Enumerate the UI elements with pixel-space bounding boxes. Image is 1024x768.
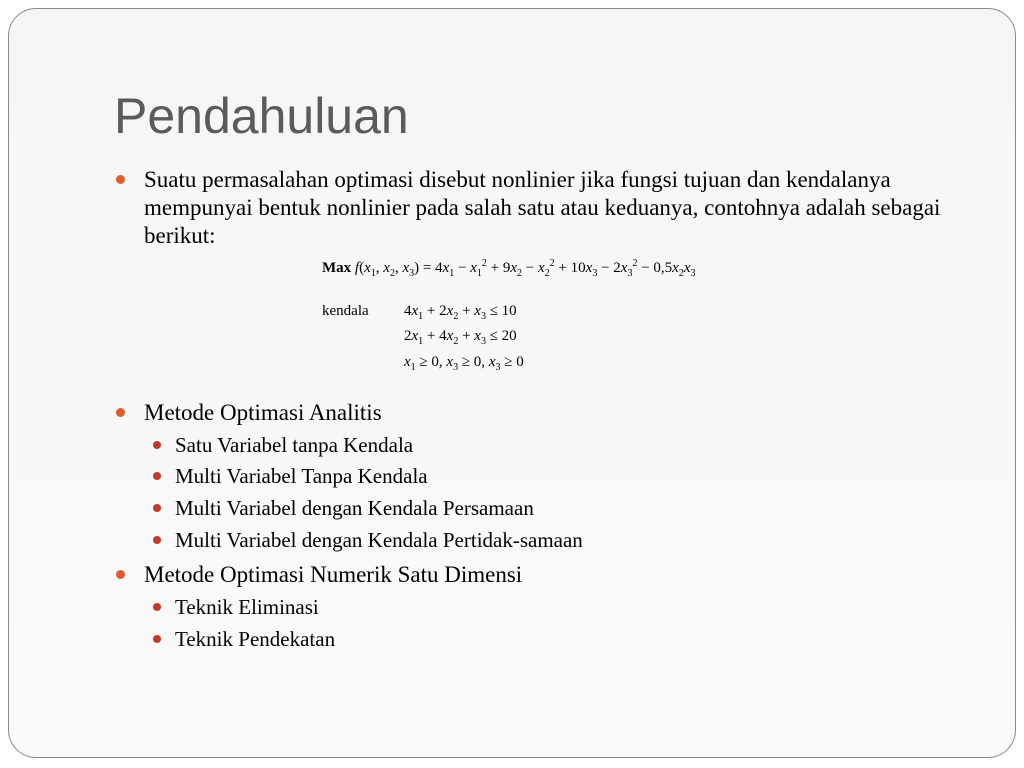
list-item: Multi Variabel dengan Kendala Persamaan <box>175 496 534 520</box>
formula-kendala-label: kendala <box>322 303 369 319</box>
list-item: Multi Variabel Tanpa Kendala <box>175 464 428 488</box>
formula-constraint-2: $2x_1 + 4x_2 + x_3 \le 20$ <box>404 328 517 347</box>
formula-constraint-1: $4x_1 + 2x_2 + x_3 \le 10$ <box>404 303 517 322</box>
list-item: Teknik Eliminasi <box>175 595 319 619</box>
section-numerik: Metode Optimasi Numerik Satu Dimensi <box>144 562 523 587</box>
intro-bullet: Suatu permasalahan optimasi disebut nonlinier jika fungsi tujuan dan kendalanya mempunyai bentuk nonlinier pada salah satu atau keduanya, contohnya adalah sebagai berikut: <box>144 166 974 250</box>
formula-constraint-3: $x_1 \ge 0$, $x_3 \ge 0$, $x_3 \ge 0$ <box>404 354 524 373</box>
slide-title: Pendahuluan <box>114 88 409 144</box>
section-analitis: Metode Optimasi Analitis <box>144 400 382 425</box>
list-item: Multi Variabel dengan Kendala Pertidak-samaan <box>175 528 583 552</box>
formula-objective: Max $f(x_1$, $x_2$, $x_3) = 4x_1 - x_1^2 + 9x_2 - x_2^2 + 10x_3 - 2x_3^2 - 0,5x_2x_3$ <box>322 258 696 279</box>
list-item: Satu Variabel tanpa Kendala <box>175 433 414 457</box>
list-item: Teknik Pendekatan <box>175 627 336 651</box>
